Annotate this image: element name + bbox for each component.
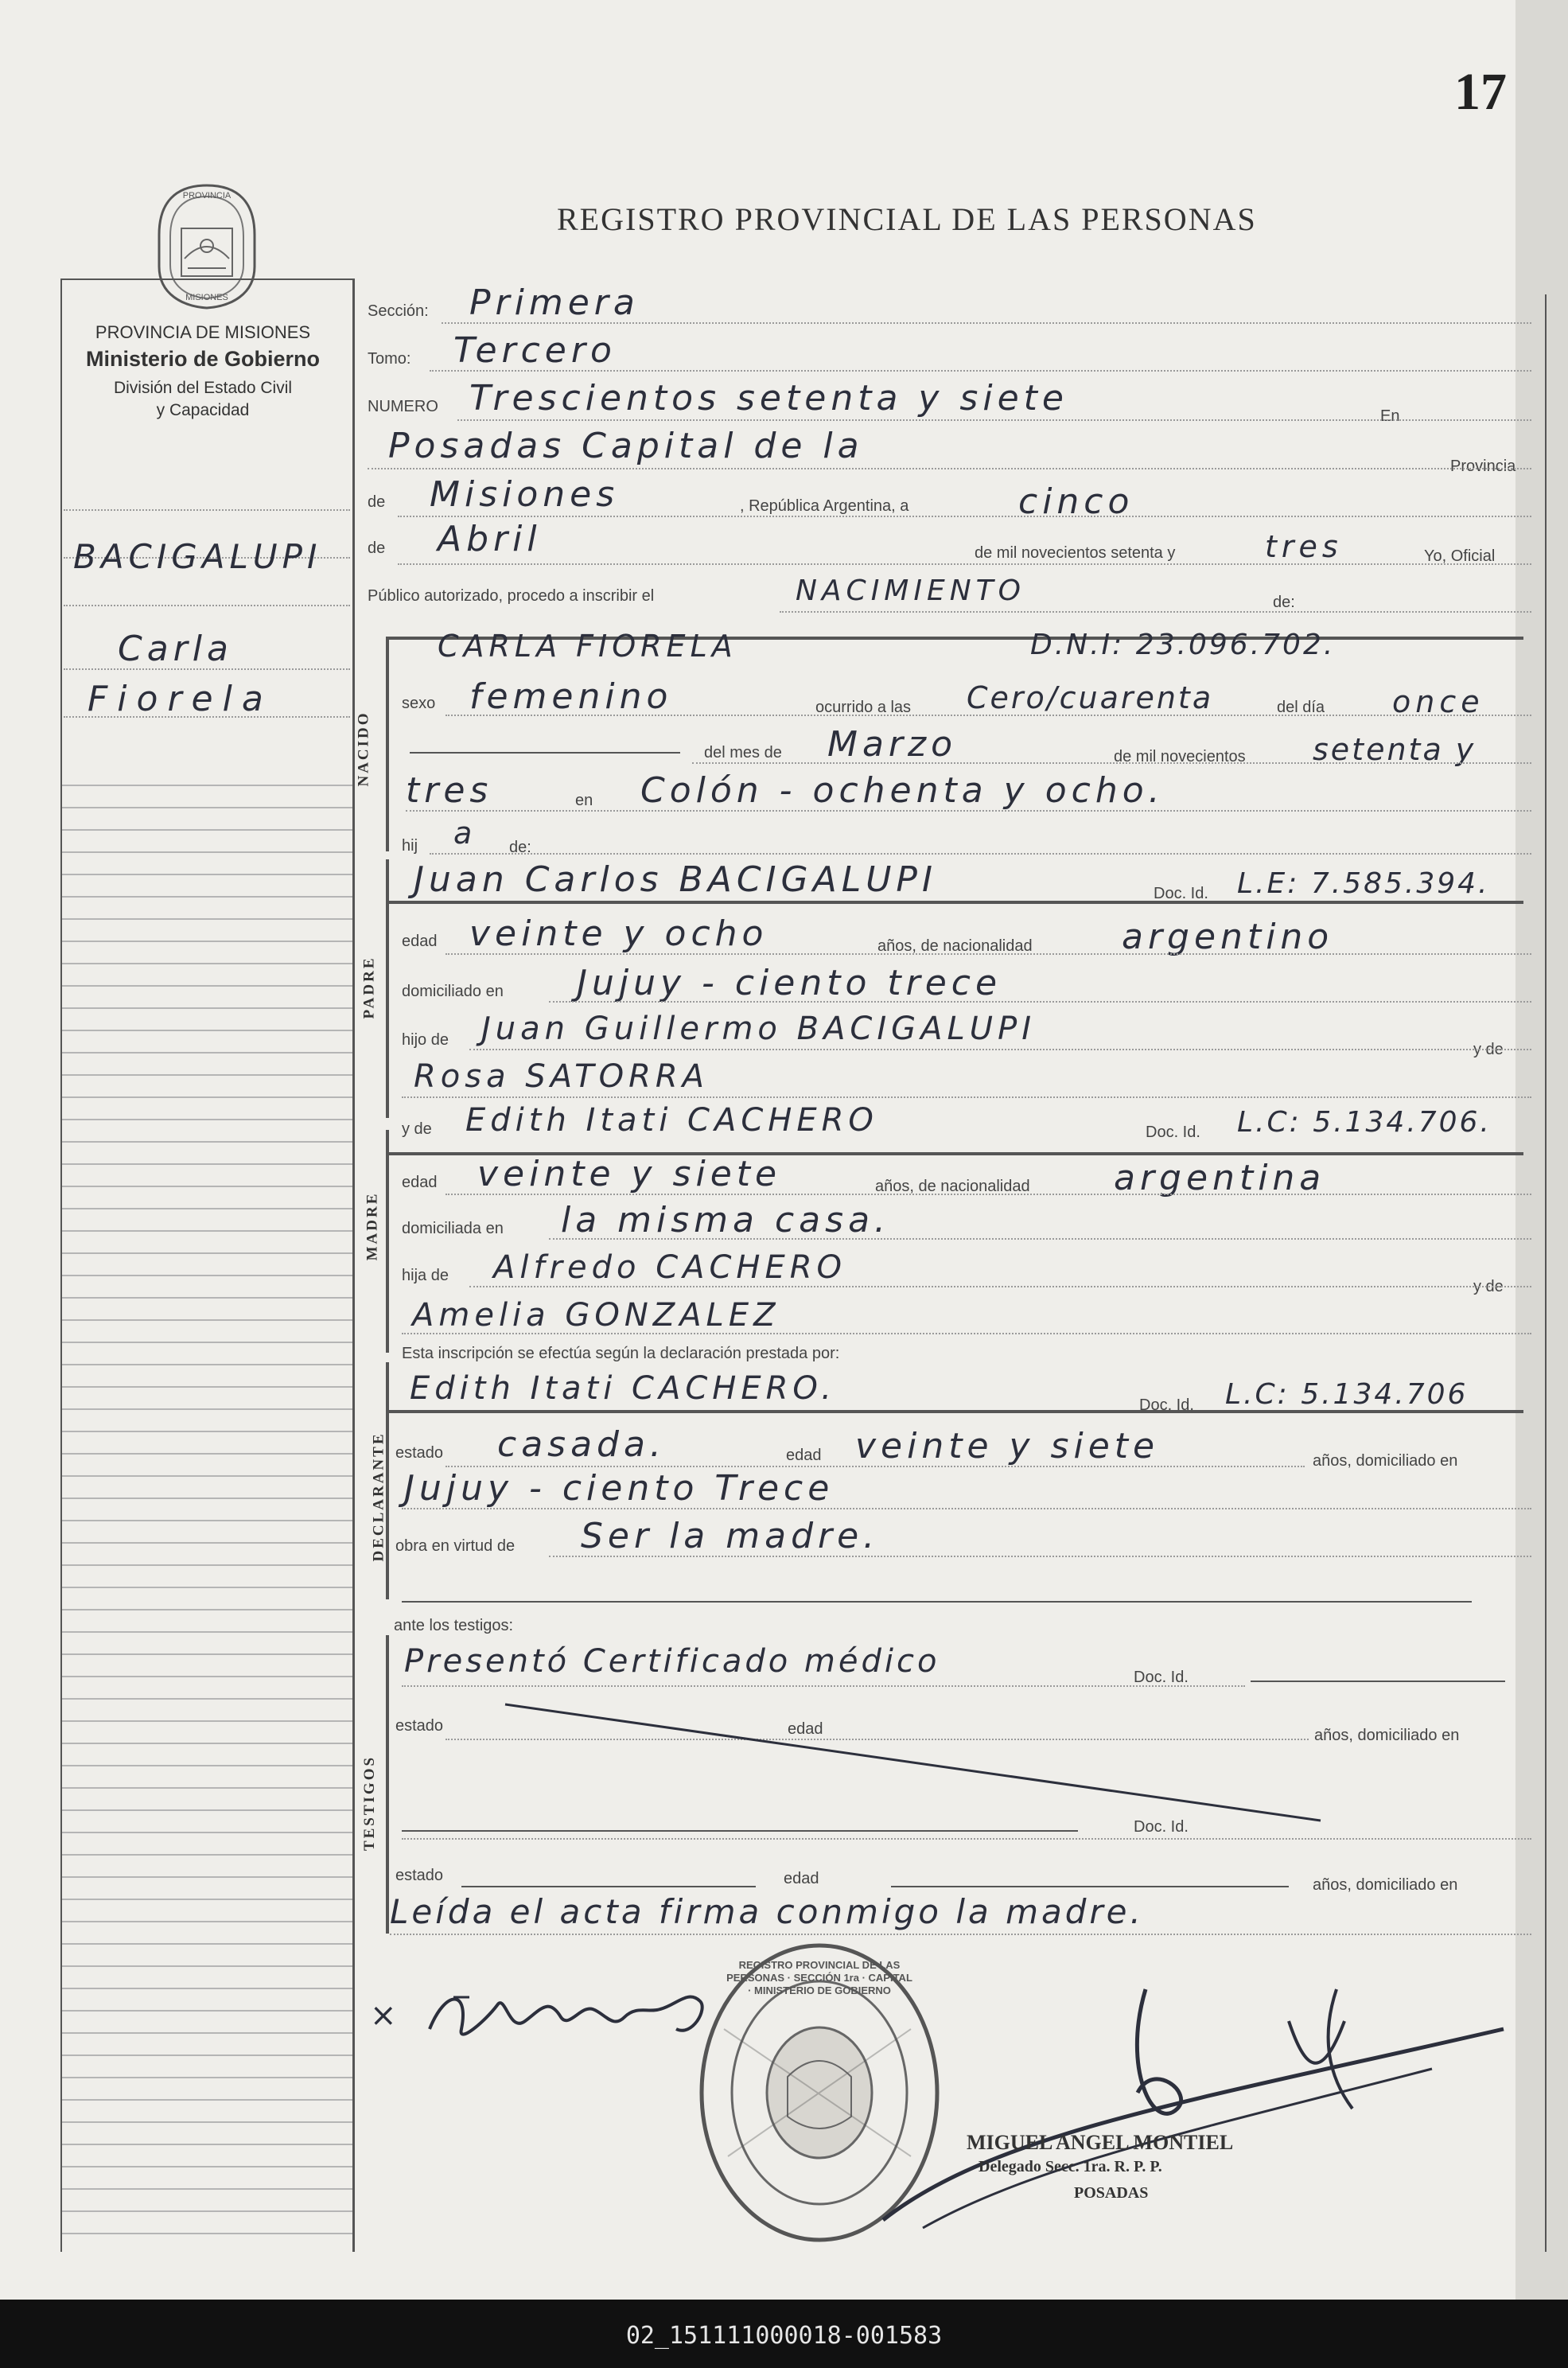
declarante-estado-label: estado [395, 1444, 444, 1462]
de3-label: de: [1273, 594, 1295, 611]
margin-line [64, 605, 350, 606]
left-top-border [60, 278, 353, 280]
birth-day-value: once [1392, 684, 1484, 719]
form-line [390, 1934, 1531, 1935]
hij-value: a [453, 816, 477, 851]
testigos-estado2-label: estado [395, 1867, 444, 1884]
declarante-doc-value: L.C: 5.134.706 [1225, 1378, 1469, 1411]
en-label-2: en [575, 792, 593, 809]
seal-text-top: PROVINCIA [182, 191, 232, 201]
madre-yde-label: y de [402, 1120, 432, 1138]
numero-label: NUMERO [368, 398, 438, 415]
madre-nac-value: argentina [1114, 1158, 1326, 1198]
form-line [549, 1238, 1531, 1240]
padre-doc-value: L.E: 7.585.394. [1237, 867, 1490, 900]
sexo-label: sexo [402, 695, 436, 712]
dia-label: del día [1277, 699, 1325, 716]
sexo-value: femenino [469, 676, 673, 717]
form-line [445, 1466, 1305, 1467]
declarante-anos-label: años, domiciliado en [1313, 1452, 1458, 1470]
form-line [442, 322, 1531, 324]
madre-section-label: MADRE [364, 1191, 381, 1261]
blank-line [410, 752, 680, 754]
registry-title: REGISTRO PROVINCIAL DE LAS PERSONAS [557, 201, 1257, 237]
declarante-name: Edith Itati CACHERO. [410, 1370, 836, 1407]
declarante-estado-value: casada. [497, 1424, 666, 1465]
de-label: de [368, 493, 386, 511]
officer-title: Delegado Secc. 1ra. R. P. P. [979, 2158, 1162, 2175]
testigos-estado2-line [461, 1886, 756, 1887]
testigos-edad2-label: edad [784, 1870, 819, 1887]
padre-nac-label: años, de nacionalidad [877, 937, 1033, 955]
form-line [469, 1286, 1531, 1287]
padre-father-value: Juan Guillermo BACIGALUPI [481, 1011, 1036, 1047]
en-label: En [1380, 407, 1400, 425]
testigos-ante-label: ante los testigos: [394, 1617, 514, 1634]
year-value: tres [1265, 529, 1343, 564]
testigos-line-2 [402, 1830, 1078, 1832]
madre-name: Edith Itati CACHERO [465, 1102, 878, 1139]
form-line [549, 1001, 1531, 1003]
tomo-value: Tercero [453, 330, 617, 371]
declarante-edad-value: veinte y siete [855, 1426, 1160, 1466]
madre-dom-value: la misma casa. [561, 1200, 891, 1240]
birth-place-value: Colón - ochenta y ocho. [640, 770, 1165, 811]
padre-dom-label: domiciliado en [402, 983, 504, 1000]
padre-section-label: PADRE [360, 956, 378, 1019]
province-label: PROVINCIA DE MISIONES [95, 322, 311, 342]
image-caption-bar [0, 2300, 1568, 2368]
stamp-ring-text: REGISTRO PROVINCIAL DE LAS PERSONAS · SECCIÓN 1ra · CAPITAL · MINISTERIO DE GOBIERNO [726, 1959, 912, 1996]
form-line [457, 419, 1531, 421]
padre-name: Juan Carlos BACIGALUPI [414, 859, 937, 900]
testigos-bracket [386, 1635, 389, 1934]
province-value: Misiones [430, 474, 620, 515]
provincia-label: Provincia [1450, 458, 1516, 475]
column-divider [352, 278, 355, 2252]
declarante-blank-line [402, 1601, 1472, 1603]
form-line [430, 853, 1531, 855]
year-label: de mil novecientos setenta y [975, 544, 1176, 562]
madre-yde2-label: y de [1473, 1278, 1504, 1295]
testigos-note-value: Presentó Certificado médico [404, 1643, 940, 1680]
division-line1: División del Estado Civil [113, 379, 293, 397]
closing-statement: Leída el acta firma conmigo la madre. [390, 1892, 1144, 1931]
form-line [402, 1508, 1531, 1509]
mil-label: de mil novecientos [1114, 748, 1246, 765]
declarante-intro: Esta inscripción se efectúa según la declaración prestada por: [402, 1345, 840, 1362]
form-line [445, 715, 1531, 716]
padre-top-rule [386, 901, 1523, 904]
witness-cancel-stroke [493, 1695, 1329, 1830]
padre-dom-value: Jujuy - ciento trece [577, 963, 1002, 1003]
form-line [549, 1556, 1531, 1557]
declarante-section-label: DECLARANTE [370, 1431, 387, 1562]
officer-name: MIGUEL ANGEL MONTIEL [967, 2131, 1234, 2154]
birth-year-value-2: tres [406, 770, 493, 811]
form-line [398, 563, 1531, 565]
testigos-anos2-label: años, domiciliado en [1313, 1876, 1458, 1894]
nacido-name: CARLA FIORELA [438, 629, 737, 664]
ministry-label: Ministerio de Gobierno [85, 347, 321, 371]
padre-yde-label: y de [1473, 1041, 1504, 1058]
signature-mark: × [370, 1997, 397, 2034]
page-number: 17 [1454, 63, 1507, 121]
seccion-value: Primera [469, 282, 640, 323]
padre-hijo-label: hijo de [402, 1031, 449, 1049]
madre-hija-label: hija de [402, 1267, 449, 1284]
form-line [402, 1096, 1531, 1098]
form-line [402, 1838, 1531, 1840]
nacido-bracket [386, 637, 389, 851]
next-page-edge [1515, 0, 1568, 2300]
seal-text-bottom: MISIONES [185, 293, 228, 302]
form-line [402, 1685, 1245, 1687]
form-line [445, 1194, 1531, 1195]
form-line [368, 468, 1531, 469]
madre-nac-label: años, de nacionalidad [875, 1178, 1030, 1195]
hij-label: hij [402, 837, 418, 855]
margin-surname: BACIGALUPI [73, 537, 322, 576]
officer-signature-icon [875, 1973, 1512, 2260]
numero-value: Trescientos setenta y siete [469, 378, 1068, 419]
de2-label: de [368, 539, 386, 557]
date-day-value: cinco [1018, 481, 1134, 522]
form-line [406, 810, 1531, 812]
margin-line [64, 509, 350, 511]
form-line [430, 370, 1531, 372]
testigos-estado-label: estado [395, 1717, 444, 1735]
madre-edad-value: veinte y siete [477, 1154, 782, 1194]
declarante-edad-label: edad [786, 1447, 822, 1464]
padre-mother-value: Rosa SATORRA [414, 1058, 710, 1095]
publico-label: Público autorizado, procedo a inscribir el [368, 587, 655, 605]
right-border [1545, 294, 1547, 2252]
madre-bracket [386, 1130, 389, 1353]
republica-label: , República Argentina, a [740, 497, 909, 515]
madre-doc-label: Doc. Id. [1146, 1124, 1200, 1141]
nacido-section-label: NACIDO [355, 711, 372, 787]
padre-bracket [386, 859, 389, 1118]
testigos-section-label: TESTIGOS [361, 1755, 379, 1852]
margin-given-name-1: Carla [118, 629, 233, 669]
declarante-dom-value: Jujuy - ciento Trece [404, 1468, 835, 1509]
testigos-doc2-label: Doc. Id. [1134, 1818, 1189, 1836]
testigos-doc-label: Doc. Id. [1134, 1669, 1189, 1686]
tomo-label: Tomo: [368, 350, 411, 368]
declarante-obra-value: Ser la madre. [581, 1516, 880, 1556]
form-line [445, 953, 1531, 955]
form-line [780, 611, 1531, 613]
margin-given-name-2: Fiorela [88, 679, 273, 719]
image-id-caption: 02_151111000018-001583 [625, 2322, 943, 2350]
oficial-label: Yo, Oficial [1424, 547, 1496, 565]
madre-edad-label: edad [402, 1174, 438, 1191]
seccion-label: Sección: [368, 302, 429, 320]
time-value: Cero/cuarenta [967, 680, 1214, 715]
madre-mother-value: Amelia GONZALEZ [412, 1297, 780, 1334]
ocurrido-label: ocurrido a las [815, 699, 912, 716]
testigos-edad-label: edad [788, 1720, 823, 1738]
padre-edad-label: edad [402, 933, 438, 950]
birth-year-value-1: setenta y [1313, 732, 1477, 767]
padre-edad-value: veinte y ocho [469, 913, 768, 954]
mes-label: del mes de [704, 744, 782, 761]
padre-nac-value: argentino [1122, 917, 1334, 957]
margin-ruled-lines [62, 764, 352, 2236]
testigos-edad2-line [891, 1886, 1289, 1887]
city-value: Posadas Capital de la [388, 426, 864, 466]
testigos-anos-label: años, domiciliado en [1314, 1727, 1460, 1744]
nacido-dni: D.N.I: 23.096.702. [1030, 629, 1336, 661]
madre-doc-value: L.C: 5.134.706. [1237, 1106, 1492, 1139]
form-line [469, 1049, 1531, 1050]
testigos-doc-line [1251, 1681, 1505, 1682]
hij-de-label: de: [509, 839, 531, 856]
madre-dom-label: domiciliada en [402, 1220, 504, 1237]
officer-city: POSADAS [1074, 2184, 1149, 2202]
declarante-doc-label: Doc. Id. [1139, 1396, 1194, 1414]
act-value: NACIMIENTO [796, 574, 1025, 607]
month-value: Abril [438, 519, 542, 559]
division-line2: y Capacidad [156, 401, 250, 419]
madre-father-value: Alfredo CACHERO [493, 1249, 847, 1286]
padre-doc-label: Doc. Id. [1154, 885, 1208, 902]
birth-month-value: Marzo [827, 724, 958, 765]
declarante-obra-label: obra en virtud de [395, 1537, 516, 1555]
form-line [692, 762, 1531, 764]
form-line [398, 516, 1531, 517]
form-line [402, 1333, 1531, 1334]
